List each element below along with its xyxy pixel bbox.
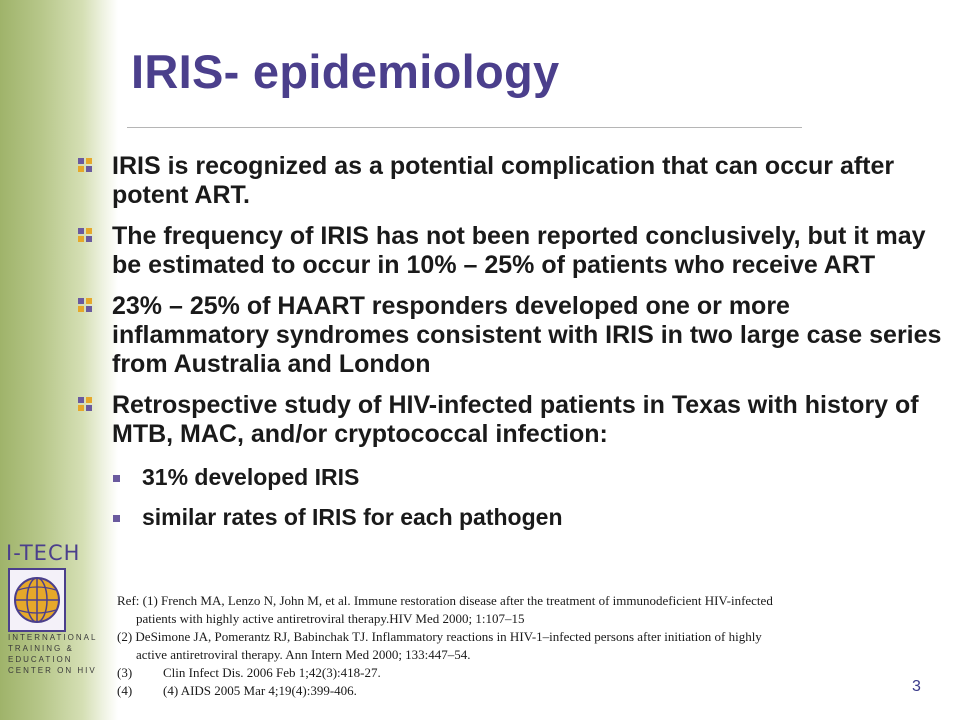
square-bullet-icon [78, 158, 92, 172]
reference-number: (4) [117, 683, 133, 698]
bullet-item [72, 152, 942, 210]
logo-title: I-TECH [6, 541, 81, 565]
title-divider [127, 127, 802, 128]
small-square-bullet-icon [113, 475, 120, 482]
reference-line: (2) DeSimone JA, Pomerantz RJ, Babinchak TJ. Inflammatory reactions in HIV-1–infected persons after initiation of highly [117, 629, 762, 644]
sub-bullet-item [110, 463, 942, 491]
logo-line: EDUCATION [8, 655, 73, 664]
bullet-list [72, 152, 942, 543]
logo-line: TRAINING & [8, 644, 74, 653]
reference-line: patients with highly active antiretroviral therapy.HIV Med 2000; 1:107–15 [136, 611, 525, 626]
square-bullet-icon [78, 298, 92, 312]
bullet-item [72, 292, 942, 379]
reference-text: (4) AIDS 2005 Mar 4;19(4):399-406. [163, 683, 357, 698]
bullet-text: Retrospective study of HIV-infected patients in Texas with history of MTB, MAC, and/or cryptococcal infection: [112, 391, 919, 448]
small-square-bullet-icon [113, 515, 120, 522]
square-bullet-icon [78, 397, 92, 411]
sub-bullet-text: similar rates of IRIS for each pathogen [142, 504, 563, 530]
reference-number: (3) [117, 665, 133, 680]
bullet-text: The frequency of IRIS has not been reported conclusively, but it may be estimated to occur in 10% – 25% of patients who receive ART [112, 222, 926, 279]
references [117, 592, 937, 700]
reference-line [117, 682, 937, 700]
bullet-text: 23% – 25% of HAART responders developed one or more inflammatory syndromes consistent with IRIS in two large case series from Australia and London [112, 292, 942, 378]
page-number: 3 [912, 678, 921, 695]
itech-logo [4, 541, 104, 676]
reference-line [117, 664, 937, 682]
reference-text: Clin Infect Dis. 2006 Feb 1;42(3):418-27. [163, 665, 381, 680]
reference-line: active antiretroviral therapy. Ann Intern Med 2000; 133:447–54. [136, 647, 471, 662]
globe-logo-icon [8, 568, 66, 632]
bullet-item [72, 222, 942, 280]
sub-bullet-item [110, 503, 942, 531]
sub-bullet-text: 31% developed IRIS [142, 464, 360, 490]
reference-line: Ref: (1) French MA, Lenzo N, John M, et al. Immune restoration disease after the treatment of immunodeficient HIV-infected [117, 593, 773, 608]
logo-line: INTERNATIONAL [8, 633, 98, 642]
bullet-item [72, 391, 942, 531]
logo-line: CENTER ON HIV [8, 666, 97, 675]
bullet-text: IRIS is recognized as a potential complication that can occur after potent ART. [112, 152, 895, 209]
square-bullet-icon [78, 228, 92, 242]
sub-bullet-list [112, 463, 942, 531]
slide-title: IRIS- epidemiology [131, 45, 560, 98]
